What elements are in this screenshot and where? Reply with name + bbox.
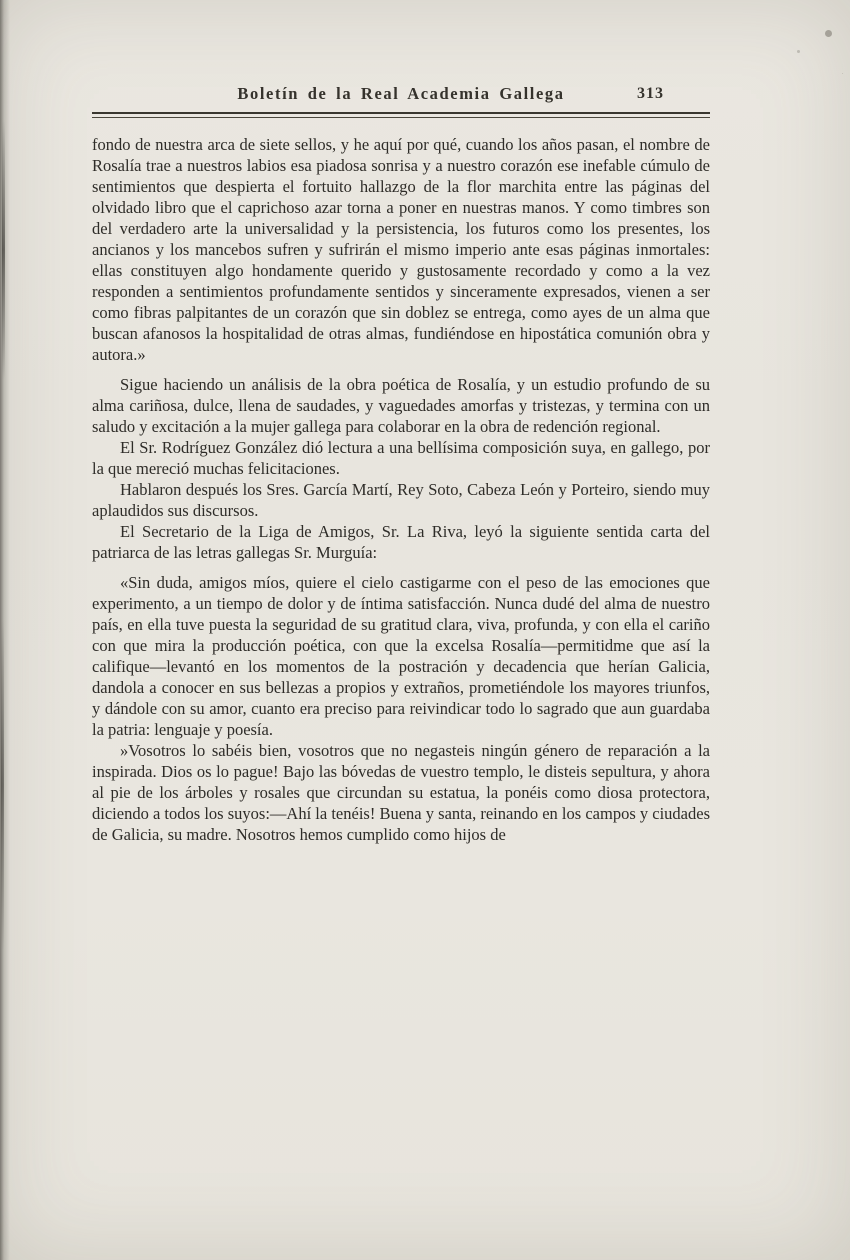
page-header [92, 84, 710, 108]
page-content [92, 84, 710, 845]
paragraph-secretary-letter-intro: El Secretario de la Liga de Amigos, Sr. La Riva, leyó la siguiente sentida carta del patriarca de las letras gallegas Sr. Murguía: [92, 522, 710, 562]
scan-artifact [2, 120, 5, 380]
paragraph-rodriguez-gonzalez: El Sr. Rodríguez González dió lectura a una bellísima composición suya, en gallego, por la que mereció muchas felicitaciones. [92, 438, 710, 478]
paragraph-murguia-letter-2: »Vosotros lo sabéis bien, vosotros que no negasteis ningún género de reparación a la inspirada. Dios os lo pague! Bajo las bóvedas de vuestro templo, le disteis sepultura, y ahora al pie de los árboles y rosales que circundan su estatua, la ponéis como diosa protectora, diciendo a todos los suyos:—Ahí la tenéis! Buena y santa, reinando en los campos y ciudades de Galicia, su madre. Nosotros hemos cumplido como hijos de [92, 741, 710, 844]
scan-artifact [1, 620, 4, 950]
paragraph-quote-continuation: fondo de nuestra arca de siete sellos, y he aquí por qué, cuando los años pasan, el nombre de Rosalía trae a nuestros labios esa piadosa sonrisa y a nuestro corazón ese inefable cúmulo de sentimientos que despierta el fortuito hallazgo de la flor marchita entre las páginas del olvidado libro que el caprichoso azar torna a poner en nuestras manos. Y como timbres son del verdadero arte la universalidad y la persistencia, los futuros como los presentes, los ancianos y los mancebos sufren y sufrirán el mismo imperio ante esas páginas inmortales: ellas constituyen algo hondamente querido y gustosamente recordado y como a la vez responden a sentimientos profundamente sentidos y sinceramente expresados, vienen a ser como fibras palpitantes de un corazón que sin doblez se entrega, como ayes de un alma que buscan afanosos la hospitalidad de otras almas, fundiéndose en hipostática comunión obra y autora.» [92, 135, 710, 364]
page-number: 313 [637, 85, 664, 102]
scan-artifact [825, 30, 832, 37]
paragraph-analysis-summary: Sigue haciendo un análisis de la obra poética de Rosalía, y un estudio profundo de su alma cariñosa, dulce, llena de saudades, y vaguedades amorfas y tristezas, y termina con un saludo y excitación a la mujer gallega para colaborar en la obra de redención regional. [92, 375, 710, 436]
paragraph-murguia-letter-1: «Sin duda, amigos míos, quiere el cielo castigarme con el peso de las emociones que experimento, a un tiempo de dolor y de íntima satisfacción. Nunca dudé del alma de nuestro país, en ella tuve puesta la seguridad de su gratitud clara, viva, profunda, y con ella el cariño con que mira la producción poética, con que la excelsa Rosalía—permitidme que así la califique—levantó en los momentos de la postración y decadencia que herían Galicia, dandola a conocer en sus bellezas a propios y extraños, prometiéndole los mayores triunfos, y dándole con su amor, cuanto era preciso para reivindicar todo lo sagrado que aun guardaba la patria: lenguaje y poesía. [92, 573, 710, 739]
header-title: Boletín de la Real Academia Gallega [237, 84, 565, 103]
paragraph-speakers: Hablaron después los Sres. García Martí, Rey Soto, Cabeza León y Porteiro, siendo muy aplaudidos sus discursos. [92, 480, 710, 520]
header-rule [92, 112, 710, 118]
text-block [92, 134, 710, 845]
